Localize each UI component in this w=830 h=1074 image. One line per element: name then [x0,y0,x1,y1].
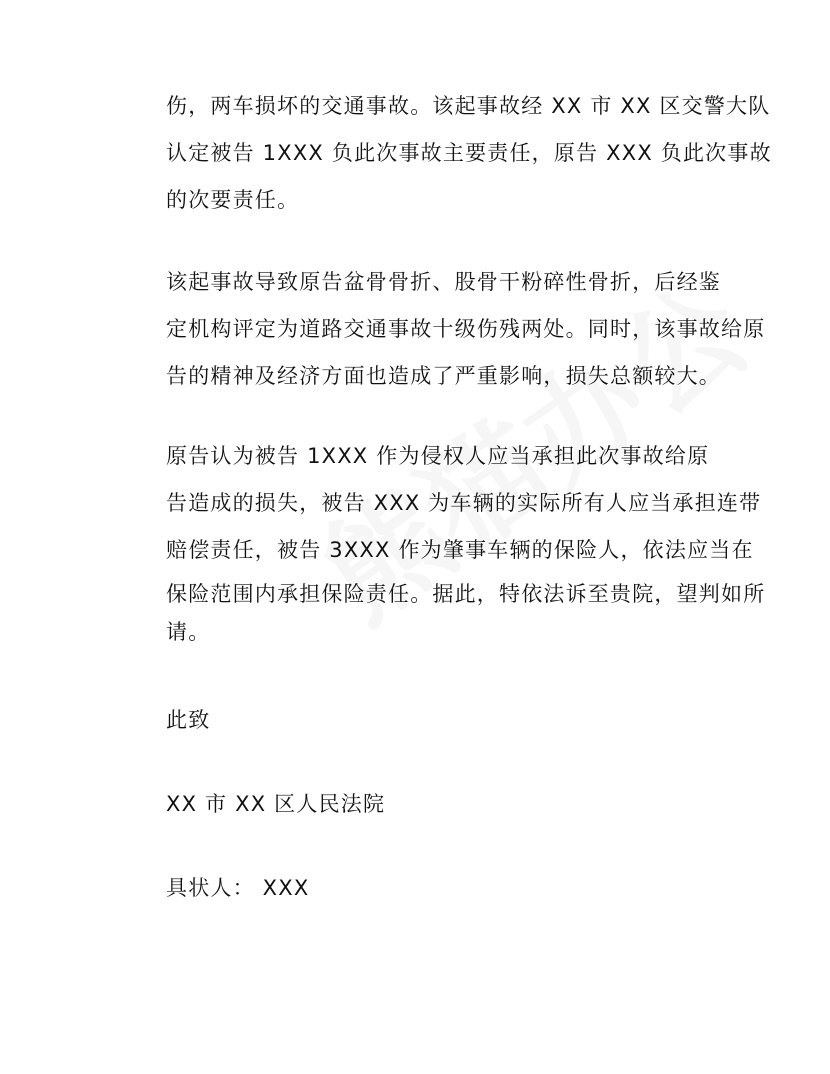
paragraph3-line1: 原告认为被告 1XXX 作为侵权人应当承担此次事故给原 [166,444,710,468]
paragraph1-line2: 认定被告 1XXX 负此次事故主要责任，原告 XXX 负此次事故 [166,141,772,165]
paragraph3-line4: 保险范围内承担保险责任。据此，特依法诉至贵院，望判如所 [166,582,766,606]
court-addressee: XX 市 XX 区人民法院 [166,792,386,816]
paragraph3-line2: 告造成的损失，被告 XXX 为车辆的实际所有人应当承担连带 [166,491,762,515]
paragraph3-line5: 请。 [166,620,211,644]
paragraph3-line3: 赔偿责任，被告 3XXX 作为肇事车辆的保险人，依法应当在 [166,538,754,562]
paragraph2-line3: 告的精神及经济方面也造成了严重影响，损失总额较大。 [166,364,721,388]
paragraph1-line1: 伤，两车损坏的交通事故。该起事故经 XX 市 XX 区交警大队 [166,94,771,118]
plaintiff-signature: 具状人： XXX [166,876,310,900]
closing-text: 此致 [166,708,211,732]
paragraph1-line3: 的次要责任。 [166,188,300,212]
paragraph2-line1: 该起事故导致原告盆骨骨折、股骨干粉碎性骨折，后经鉴 [166,270,721,294]
paragraph2-line2: 定机构评定为道路交通事故十级伤残两处。同时，该事故给原 [166,317,766,341]
